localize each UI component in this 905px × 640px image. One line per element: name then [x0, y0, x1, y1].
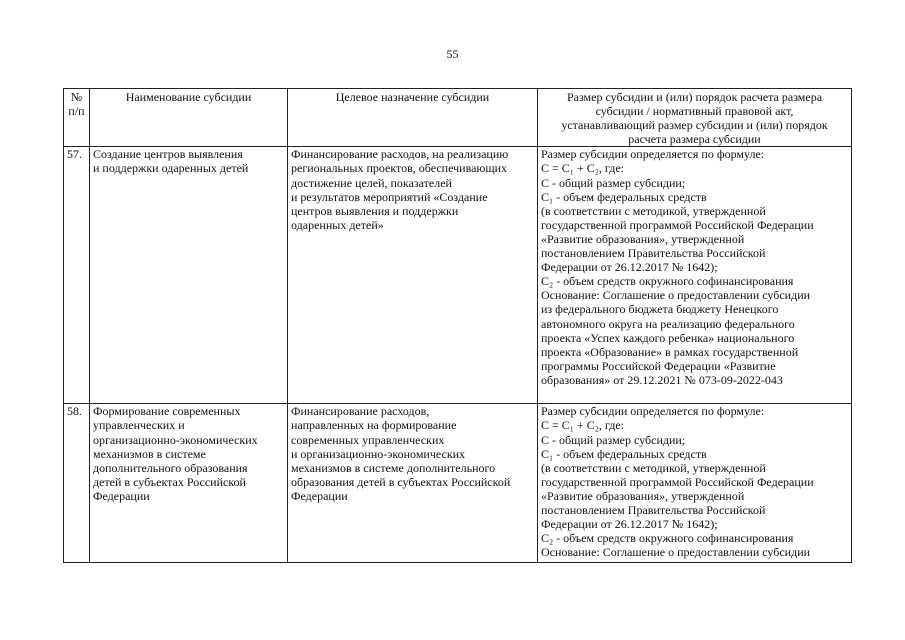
subsidy-purpose: Финансирование расходов, на реализацию региональных проектов, обеспечивающих достижение целей, показателей и результатов мероприятий «Создание центров выявления и поддержки одаренных детей» — [288, 147, 538, 404]
table-row — [64, 404, 852, 563]
size-line: программы Российской Федерации «Развитие — [541, 358, 776, 373]
size-line: Федерации от 26.12.2017 № 1642); — [541, 517, 718, 532]
header-subsidy-name: Наименование субсидии — [90, 89, 288, 147]
subsidy-name: Создание центров выявления и поддержки одаренных детей — [90, 147, 288, 404]
size-line: Размер субсидии определяется по формуле: — [541, 147, 765, 162]
subsidy-purpose: Финансирование расходов, направленных на формирование современных управленческих и организационно-экономических механизмов в системе дополнительного образования детей в субъектах Российской Федерации — [288, 404, 538, 563]
size-line: Основание: Соглашение о предоставлении субсидии — [541, 288, 811, 303]
header-purpose: Целевое назначение субсидии — [288, 89, 538, 147]
subsidy-size — [538, 404, 852, 563]
size-line: из федерального бюджета бюджету Ненецкого — [541, 302, 779, 317]
size-line: Основание: Соглашение о предоставлении субсидии — [541, 545, 811, 560]
size-line: (в соответствии с методикой, утвержденной — [541, 460, 766, 475]
row-number: 58. — [64, 404, 90, 563]
size-line: (в соответствии с методикой, утвержденной — [541, 203, 766, 218]
size-line: «Развитие образования», утвержденной — [541, 488, 745, 503]
size-line: проекта «Успех каждого ребенка» национального — [541, 330, 795, 345]
table-row — [64, 147, 852, 404]
size-line: С₂ - объем средств окружного софинансирования — [541, 274, 794, 289]
size-line: С = С₁ + С₂, где: — [541, 161, 625, 176]
subsidy-name: Формирование современных управленческих и организационно-экономических механизмов в системе дополнительного образования детей в субъектах Российской Федерации — [90, 404, 288, 563]
page-number: 55 — [446, 47, 459, 61]
subsidy-table — [63, 88, 852, 563]
size-line: постановлением Правительства Российской — [541, 503, 766, 518]
size-line: С₂ - объем средств окружного софинансирования — [541, 531, 794, 546]
size-line: С₁ - объем федеральных средств — [541, 189, 707, 204]
row-number: 57. — [64, 147, 90, 404]
size-line: государственной программой Российской Федерации — [541, 217, 814, 232]
size-line: государственной программой Российской Федерации — [541, 474, 814, 489]
size-line: автономного округа на реализацию федерального — [541, 316, 795, 331]
size-line: постановлением Правительства Российской — [541, 246, 766, 261]
size-line: «Развитие образования», утвержденной — [541, 231, 745, 246]
size-line: образования» от 29.12.2021 № 073-09-2022-043 — [541, 372, 783, 387]
size-line: С₁ - объем федеральных средств — [541, 446, 707, 461]
size-line: Размер субсидии определяется по формуле: — [541, 404, 765, 419]
size-line: С = С₁ + С₂, где: — [541, 418, 625, 433]
size-line: Федерации от 26.12.2017 № 1642); — [541, 260, 718, 275]
subsidy-size — [538, 147, 852, 404]
table-header-row — [64, 89, 852, 147]
size-line: проекта «Образование» в рамках государственной — [541, 344, 799, 359]
size-line: С - общий размер субсидии; — [541, 175, 686, 190]
size-line: С - общий размер субсидии; — [541, 432, 686, 447]
header-number: № п/п — [64, 89, 90, 147]
header-size-procedure: Размер субсидии и (или) порядок расчета размера субсидии / нормативный правовой акт, устанавливающий размер субсидии и (или) порядок расчета размера субсидии — [538, 89, 852, 147]
